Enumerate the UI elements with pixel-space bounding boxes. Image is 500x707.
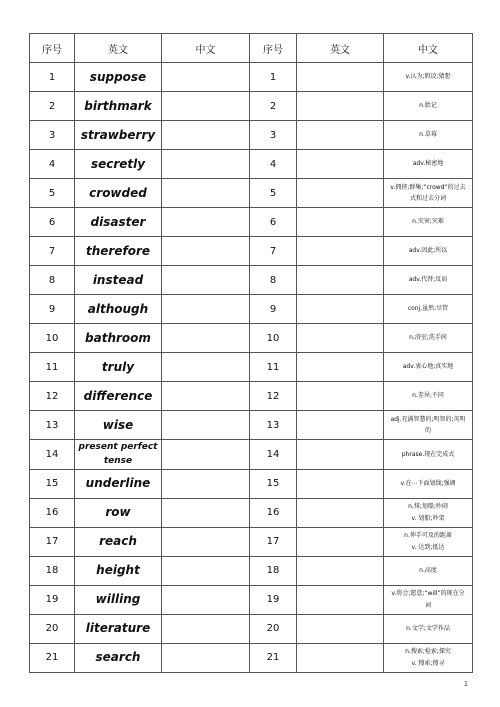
row-index-right: 13 (250, 411, 297, 440)
table-row (30, 179, 473, 208)
english-blank-cell (297, 63, 384, 92)
chinese-meaning (384, 63, 473, 92)
chinese-blank-cell (162, 440, 250, 470)
chinese-meaning (384, 614, 473, 643)
english-word: secretly (75, 150, 162, 179)
row-index-left: 1 (30, 63, 75, 92)
english-word: row (75, 498, 162, 527)
chinese-meaning (384, 150, 473, 179)
english-word: willing (75, 585, 162, 614)
table-row (30, 643, 473, 672)
chinese-meaning (384, 411, 473, 440)
english-blank-cell (297, 295, 384, 324)
table-row (30, 237, 473, 266)
table-row (30, 498, 473, 527)
row-index-right: 16 (250, 498, 297, 527)
meaning-line: phrase.现在完成式 (401, 450, 455, 458)
english-blank-cell (297, 411, 384, 440)
row-index-left: 12 (30, 382, 75, 411)
english-word: truly (75, 353, 162, 382)
chinese-meaning (384, 353, 473, 382)
row-index-right: 15 (250, 469, 297, 498)
meaning-line: 式和过去分词 (409, 195, 446, 202)
page-number: 1 (464, 681, 468, 688)
meaning-line: 词 (424, 601, 431, 609)
chinese-blank-cell (162, 179, 250, 208)
table-row (30, 208, 473, 237)
chinese-meaning (384, 382, 473, 411)
table-row (30, 527, 473, 556)
english-blank-cell (297, 179, 384, 208)
row-index-left: 21 (30, 643, 75, 672)
meaning-line: n.灾害;灾难 (412, 218, 444, 226)
chinese-meaning (384, 324, 473, 353)
table-row (30, 556, 473, 585)
row-index-left: 10 (30, 324, 75, 353)
row-index-left: 19 (30, 585, 75, 614)
chinese-blank-cell (162, 295, 250, 324)
row-index-right: 12 (250, 382, 297, 411)
chinese-blank-cell (162, 527, 250, 556)
row-index-left: 6 (30, 208, 75, 237)
meaning-line: adv.秘密地 (412, 160, 444, 168)
header-chinese-left: 中文 (162, 34, 250, 63)
row-index-right: 6 (250, 208, 297, 237)
row-index-left: 15 (30, 469, 75, 498)
chinese-meaning (384, 527, 473, 556)
row-index-right: 14 (250, 440, 297, 470)
chinese-blank-cell (162, 498, 250, 527)
chinese-blank-cell (162, 643, 250, 672)
table-row (30, 121, 473, 150)
row-index-left: 20 (30, 614, 75, 643)
row-index-right: 1 (250, 63, 297, 92)
table-row (30, 150, 473, 179)
meaning-line: v. 划船;吵架 (411, 514, 445, 522)
english-blank-cell (297, 643, 384, 672)
row-index-left: 13 (30, 411, 75, 440)
english-blank-cell (297, 266, 384, 295)
chinese-blank-cell (162, 63, 250, 92)
row-index-left: 18 (30, 556, 75, 585)
english-blank-cell (297, 208, 384, 237)
meaning-line: n.伸手可及的距离 (404, 532, 452, 540)
chinese-meaning (384, 179, 473, 208)
meaning-line: v.认为;假设;猜想 (405, 73, 451, 81)
table-header-row (30, 34, 473, 63)
english-word: instead (75, 266, 162, 295)
english-blank-cell (297, 556, 384, 585)
header-english-right: 英文 (297, 34, 384, 63)
english-blank-cell (297, 585, 384, 614)
meaning-line: v. 搜索;搜寻 (411, 659, 445, 667)
english-word: underline (75, 469, 162, 498)
table-row (30, 382, 473, 411)
row-index-left: 4 (30, 150, 75, 179)
row-index-right: 8 (250, 266, 297, 295)
table-row (30, 614, 473, 643)
chinese-blank-cell (162, 208, 250, 237)
chinese-blank-cell (162, 614, 250, 643)
vocabulary-table (29, 33, 473, 673)
meaning-line: adv.衷心地;真实地 (402, 363, 454, 371)
meaning-line: 的 (424, 427, 431, 434)
row-index-left: 16 (30, 498, 75, 527)
table-row (30, 295, 473, 324)
english-blank-cell (297, 469, 384, 498)
row-index-left: 5 (30, 179, 75, 208)
row-index-right: 10 (250, 324, 297, 353)
english-blank-cell (297, 527, 384, 556)
chinese-meaning (384, 469, 473, 498)
table-row (30, 440, 473, 470)
chinese-blank-cell (162, 585, 250, 614)
english-word: although (75, 295, 162, 324)
chinese-meaning (384, 121, 473, 150)
row-index-right: 7 (250, 237, 297, 266)
meaning-line: conj.虽然;尽管 (407, 305, 449, 313)
chinese-blank-cell (162, 469, 250, 498)
meaning-line: n.胎记 (419, 102, 437, 110)
meaning-line: n.搜索;检索;探究 (405, 648, 451, 656)
english-word: reach (75, 527, 162, 556)
english-word: crowded (75, 179, 162, 208)
header-index-right: 序号 (250, 34, 297, 63)
english-word: suppose (75, 63, 162, 92)
english-blank-cell (297, 614, 384, 643)
meaning-line: v.在⋯下面划线;强调 (400, 480, 456, 488)
row-index-left: 9 (30, 295, 75, 324)
chinese-meaning (384, 498, 473, 527)
row-index-right: 3 (250, 121, 297, 150)
table-body (30, 63, 473, 673)
row-index-left: 11 (30, 353, 75, 382)
english-blank-cell (297, 382, 384, 411)
table-row (30, 585, 473, 614)
table-row (30, 353, 473, 382)
chinese-meaning (384, 237, 473, 266)
table-row (30, 63, 473, 92)
row-index-left: 17 (30, 527, 75, 556)
meaning-line: adj.充满智慧的;明智的;英明 (390, 415, 466, 423)
meaning-line: n.排;划船;吵闹 (408, 503, 448, 511)
english-word: wise (75, 411, 162, 440)
header-chinese-right: 中文 (384, 34, 473, 63)
chinese-meaning (384, 295, 473, 324)
row-index-left: 14 (30, 440, 75, 470)
row-index-left: 7 (30, 237, 75, 266)
row-index-left: 2 (30, 92, 75, 121)
english-blank-cell (297, 150, 384, 179)
chinese-blank-cell (162, 150, 250, 179)
header-index-left: 序号 (30, 34, 75, 63)
english-word: bathroom (75, 324, 162, 353)
chinese-blank-cell (162, 411, 250, 440)
meaning-line: v. 达到;抵达 (411, 543, 445, 551)
chinese-meaning (384, 440, 473, 470)
row-index-right: 17 (250, 527, 297, 556)
chinese-blank-cell (162, 382, 250, 411)
table-row (30, 411, 473, 440)
row-index-left: 8 (30, 266, 75, 295)
meaning-line: v.拥挤;群集;“crowd”的过去 (390, 183, 466, 191)
meaning-line: n.文学;文学作品 (406, 625, 450, 633)
row-index-right: 5 (250, 179, 297, 208)
meaning-line: n.高度 (419, 567, 437, 575)
english-blank-cell (297, 121, 384, 150)
english-word: therefore (75, 237, 162, 266)
english-blank-cell (297, 498, 384, 527)
english-word: literature (75, 614, 162, 643)
english-blank-cell (297, 92, 384, 121)
meaning-line: n.差异;不同 (412, 392, 444, 400)
english-word: search (75, 643, 162, 672)
row-index-left: 3 (30, 121, 75, 150)
meaning-line: adv.代替;反而 (408, 276, 448, 284)
table-row (30, 469, 473, 498)
meaning-line: v.将会;愿意;“will”的现在分 (391, 590, 465, 598)
english-word: difference (75, 382, 162, 411)
meaning-line: n.浴室;洗手间 (409, 334, 447, 342)
english-blank-cell (297, 237, 384, 266)
row-index-right: 18 (250, 556, 297, 585)
english-word: birthmark (75, 92, 162, 121)
chinese-blank-cell (162, 556, 250, 585)
chinese-meaning (384, 92, 473, 121)
english-blank-cell (297, 353, 384, 382)
chinese-blank-cell (162, 121, 250, 150)
row-index-right: 2 (250, 92, 297, 121)
chinese-meaning (384, 266, 473, 295)
chinese-meaning (384, 556, 473, 585)
header-english-left: 英文 (75, 34, 162, 63)
english-word: strawberry (75, 121, 162, 150)
english-blank-cell (297, 324, 384, 353)
row-index-right: 4 (250, 150, 297, 179)
english-word: disaster (75, 208, 162, 237)
chinese-meaning (384, 585, 473, 614)
chinese-blank-cell (162, 92, 250, 121)
vocabulary-sheet (29, 33, 473, 673)
table-row (30, 266, 473, 295)
row-index-right: 20 (250, 614, 297, 643)
row-index-right: 11 (250, 353, 297, 382)
row-index-right: 9 (250, 295, 297, 324)
chinese-blank-cell (162, 324, 250, 353)
table-row (30, 324, 473, 353)
english-word: height (75, 556, 162, 585)
table-row (30, 92, 473, 121)
chinese-blank-cell (162, 353, 250, 382)
chinese-meaning (384, 643, 473, 672)
row-index-right: 21 (250, 643, 297, 672)
english-word: present perfect tense (75, 440, 162, 470)
row-index-right: 19 (250, 585, 297, 614)
chinese-meaning (384, 208, 473, 237)
chinese-blank-cell (162, 266, 250, 295)
meaning-line: n.草莓 (419, 131, 437, 139)
meaning-line: adv.因此;所以 (408, 247, 448, 255)
english-blank-cell (297, 440, 384, 470)
chinese-blank-cell (162, 237, 250, 266)
